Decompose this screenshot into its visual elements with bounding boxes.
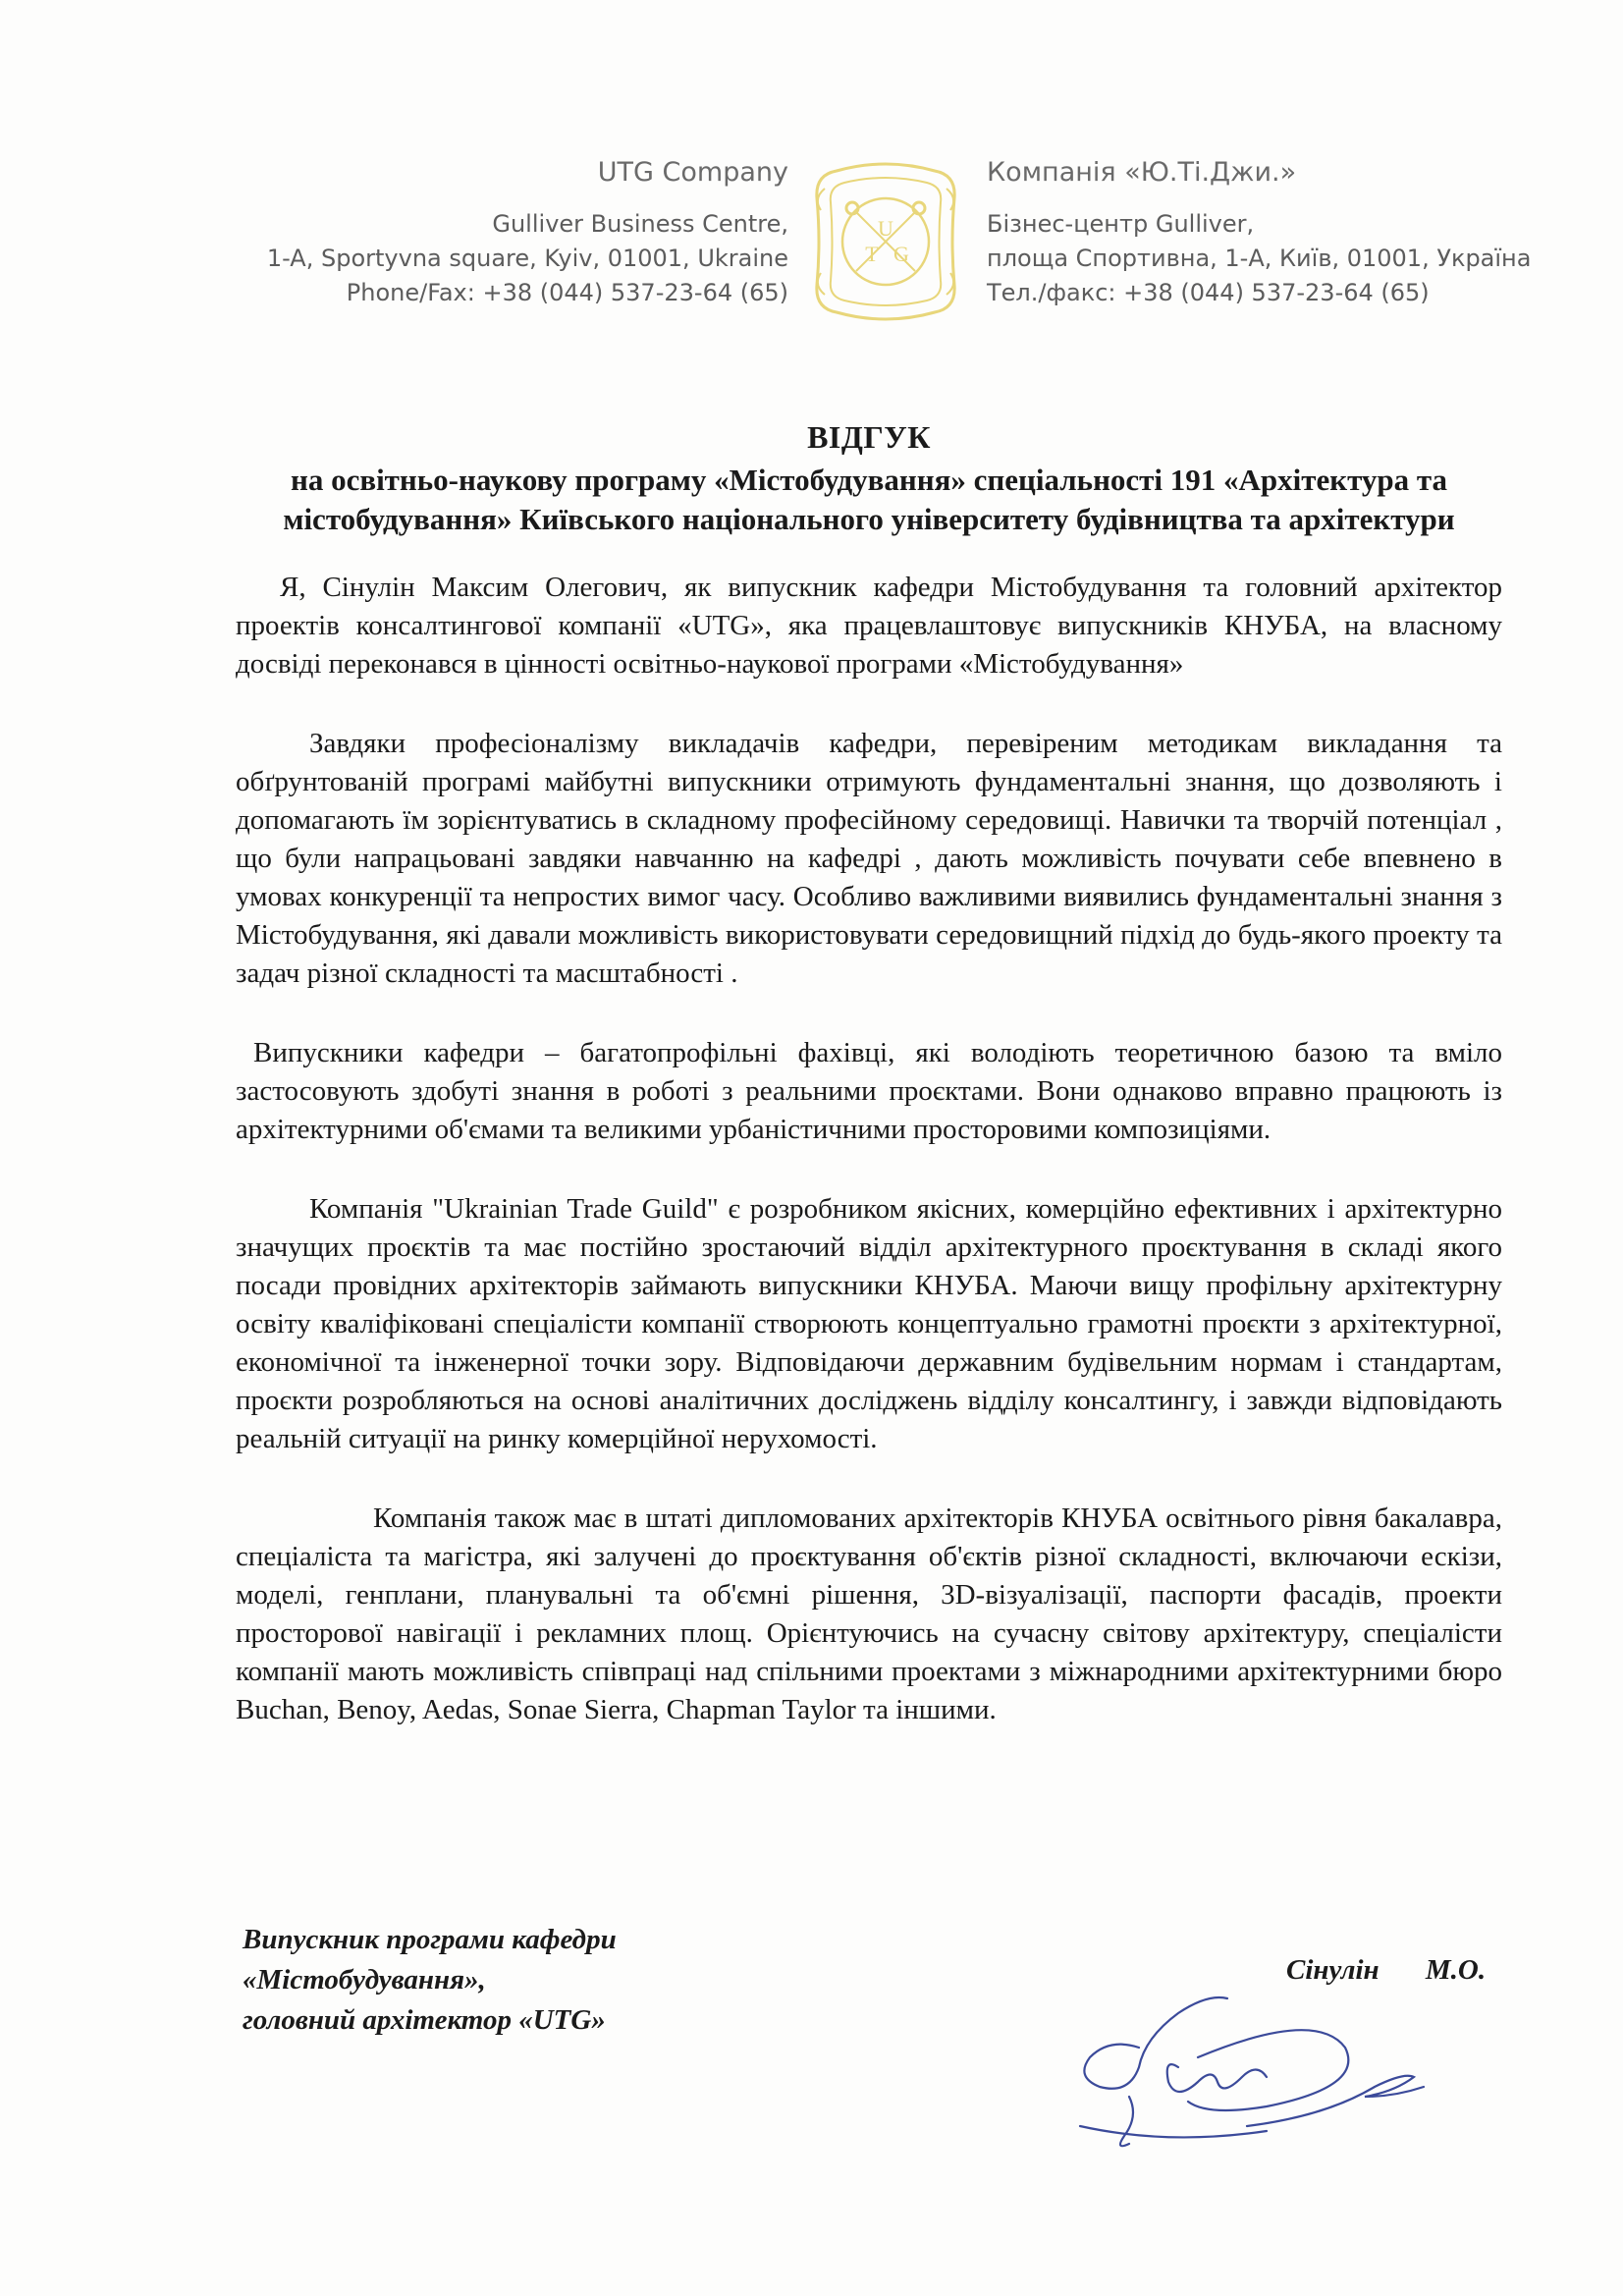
address-line-1-en: Gulliver Business Centre, (492, 210, 788, 238)
svg-text:G: G (893, 242, 909, 266)
letterhead (0, 0, 1623, 334)
address-line-2-ua: площа Спортивна, 1-А, Київ, 01001, Україна (987, 245, 1532, 272)
letter-body (236, 417, 1502, 1729)
address-line-2-en: 1-A, Sportyvna square, Kyiv, 01001, Ukraine (266, 245, 788, 272)
signatory-name: Сінулін М.О. (1286, 1954, 1487, 1986)
utg-logo-icon (807, 159, 964, 324)
title-subtitle: на освітньо-наукову програму «Містобудування» спеціальності 191 «Архітектура та містобудування» Київського національного університету будівництва та архітектури (283, 463, 1455, 536)
title-main: ВІДГУК (807, 419, 931, 455)
letterhead-english (239, 155, 788, 310)
address-line-1-ua: Бізнес-центр Gulliver, (987, 210, 1255, 238)
svg-text:T: T (865, 242, 879, 266)
paragraph-4: Компанія "Ukrainian Trade Guild" є розробником якісних, комерційно ефективних і архітектурно значущих проєктів та має постійно зростаючий відділ архітектурного проєктування в складі якого посади провідних архітекторів займають випускники КНУБА. Маючи вищу профільну архітектурну освіту кваліфіковані спеціалісти компанії створюють концептуально грамотні проєкти з архітектурної, економічної та інженерної точки зору. Відповідаючи державним будівельним нормам і стандартам, проєкти розробляються на основі аналітичних досліджень відділу консалтингу, і завжди відповідають реальній ситуації на ринку комерційної нерухомості. (236, 1193, 1502, 1454)
phone-line-ua: Тел./факс: +38 (044) 537-23-64 (65) (987, 279, 1430, 306)
signatory-line-1: Випускник програми кафедри (243, 1924, 617, 1955)
paragraph-2: Завдяки професіоналізму викладачів кафедри, перевіреним методикам викладання та обґрунтованій програмі майбутні випускники отримують фундаментальні знання, що дозволяють і допомагають їм зорієнтуватись в складному професійному середовищі. Навички та творчій потенціал , що були напрацьовані завдяки навчанню на кафедрі , дають можливість почувати себе впевнено в умовах конкуренції та непростих вимог часу. Особливо важливими виявились фундаментальні знання з Містобудування, які давали можливість використовувати середовищний підхід до будь-якого проекту та задач різної складності та масштабності . (236, 728, 1502, 989)
handwritten-signature (1070, 1979, 1463, 2156)
phone-line-en: Phone/Fax: +38 (044) 537-23-64 (65) (346, 279, 788, 306)
company-name-en: UTG Company (597, 157, 788, 188)
company-name-ua: Компанія «Ю.Ті.Джи.» (987, 157, 1297, 188)
signatory-line-3: головний архітектор «UTG» (243, 2004, 606, 2036)
signatory-position (243, 1920, 733, 2041)
paragraph-5: Компанія також має в штаті дипломованих архітекторів КНУБА освітнього рівня бакалавра, спеціаліста та магістра, які залучені до проєктування об'єктів різної складності, включаючи ескізи, моделі, генплани, планувальні та об'ємні рішення, 3D-візуалізації, паспорти фасадів, проекти просторової навігації і рекламних площ. Орієнтуючись на сучасну світову архітектуру, спеціалісти компанії мають можливість співпраці над спільними проектами з міжнародними архітектурними бюро Buchan, Benoy, Aedas, Sonae Sierra, Chapman Taylor та іншими. (236, 1503, 1502, 1725)
paragraph-1: Я, Сінулін Максим Олегович, як випускник кафедри Містобудування та головний архітектор проектів консалтингової компанії «UTG», яка працевлаштовує випускників КНУБА, на власному досвіді переконався в цінності освітньо-наукової програми «Містобудування» (236, 572, 1502, 680)
paragraph-3: Випускники кафедри – багатопрофільні фахівці, які володіють теоретичною базою та вміло застосовують здобуті знання в роботі з реальними проєктами. Вони однаково вправно працюють із архітектурними об'ємами та великими урбаністичними просторовими композиціями. (236, 1037, 1502, 1145)
signatory-line-2: «Містобудування», (243, 1964, 486, 1995)
letterhead-ukrainian (987, 155, 1576, 310)
logo-text-u: U (878, 216, 893, 241)
document-title (236, 417, 1502, 539)
